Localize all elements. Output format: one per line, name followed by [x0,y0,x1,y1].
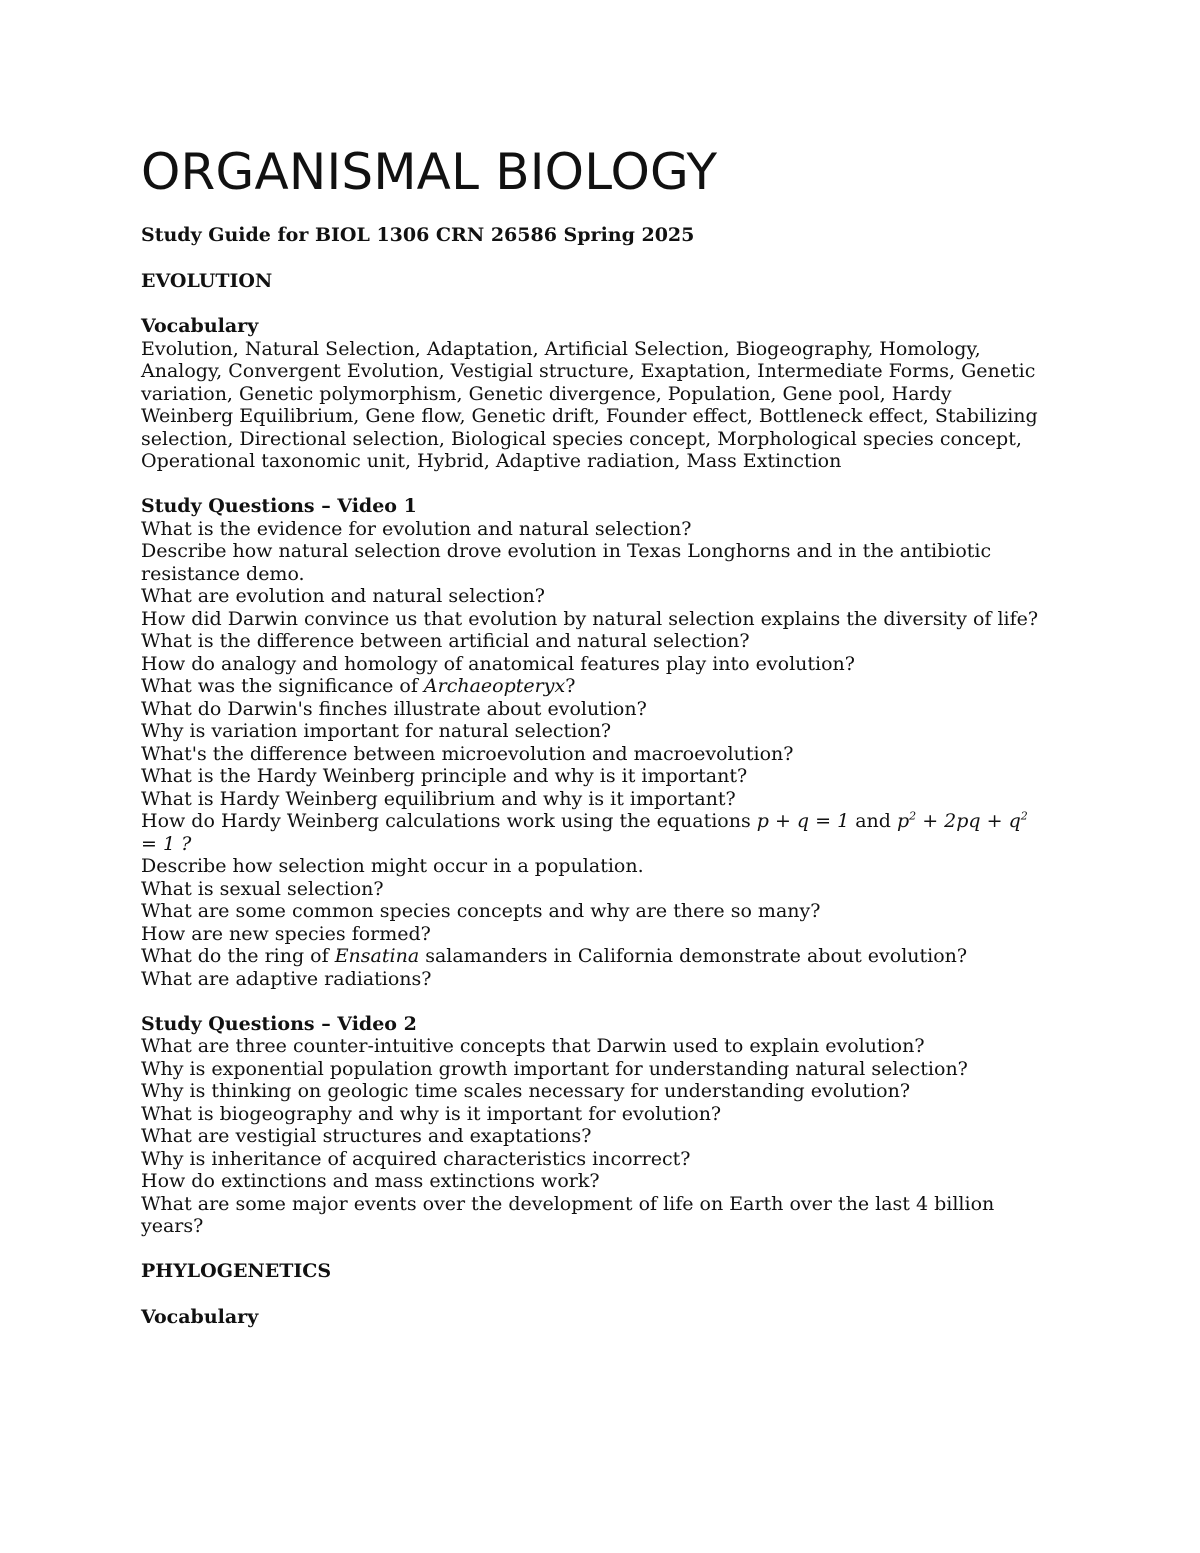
document-title: ORGANISMAL BIOLOGY [141,143,718,201]
species-name-italic: Archaeopteryx [423,675,566,697]
equation-exponent: 2 [909,809,917,823]
equation-term: p [896,810,910,832]
question-item: Why is thinking on geologic time scales necessary for understanding evolution? [141,1080,910,1102]
question-item: Describe how natural selection drove evolution in Texas Longhorns and in the antibiotic resistance demo. [141,540,992,585]
question-text: and [849,810,897,832]
question-item: Why is variation important for natural selection? [141,720,612,742]
equation-exponent: 2 [1020,809,1028,823]
question-item: What is the Hardy Weinberg principle and why is it important? [141,765,748,787]
video1-heading: Study Questions – Video 1 [141,495,417,517]
question-item: What is the difference between artificial and natural selection? [141,630,750,652]
question-item-ensatina [141,945,1041,968]
question-item: What are evolution and natural selection? [141,585,545,607]
question-text: What do the ring of [141,945,335,967]
equation-term: = 1 [141,832,176,855]
evolution-vocabulary [141,315,1041,473]
question-item: How do extinctions and mass extinctions work? [141,1170,600,1192]
question-item-hardy-weinberg-equations [141,810,1041,855]
equation-term: + 2pq + q [916,810,1021,832]
question-item: What are three counter-intuitive concepts that Darwin used to explain evolution? [141,1035,925,1057]
question-item: What are some major events over the development of life on Earth over the last 4 billion years? [141,1192,995,1237]
question-item: Why is exponential population growth important for understanding natural selection? [141,1057,968,1080]
video2-question-list [141,1035,1041,1238]
species-name-italic: Ensatina [334,945,420,967]
video2-heading: Study Questions – Video 2 [141,1012,417,1035]
question-text: What was the significance of [141,675,424,697]
question-item: What is the evidence for evolution and natural selection? [141,517,692,540]
question-text: How do Hardy Weinberg calculations work using the equations [141,810,757,832]
vocabulary-heading: Vocabulary [141,315,259,337]
question-item: Why is inheritance of acquired characteristics incorrect? [141,1147,691,1170]
question-item: How do analogy and homology of anatomical features play into evolution? [141,652,855,675]
question-item-archaeopteryx [141,675,1041,698]
question-item: What is sexual selection? [141,877,384,900]
section-heading-phylogenetics: PHYLOGENETICS [141,1260,332,1282]
video1-question-list [141,518,1041,991]
question-item: What are adaptive radiations? [141,967,432,990]
video2-questions [141,1013,1041,1238]
question-item: What's the difference between microevolution and macroevolution? [141,742,794,765]
question-item: What are vestigial structures and exaptations? [141,1125,592,1147]
document-page [141,140,1041,1328]
question-item: What do Darwin's finches illustrate about evolution? [141,697,647,720]
section-heading-evolution: EVOLUTION [141,269,273,292]
video1-questions [141,495,1041,990]
vocabulary-text: Evolution, Natural Selection, Adaptation, Artificial Selection, Biogeography, Homology, Analogy, Convergent Evolution, Vestigial structure, Exaptation, Intermediate Forms, Genetic variation, Genetic polymorphism, Genetic divergence, Population, Gene pool, Hardy Weinberg Equilibrium, Gene flow, Genetic drift, Founder effect, Bottleneck effect, Stabilizing selection, Directional selection, Biological species concept, Morphological species concept, Operational taxonomic unit, Hybrid, Adaptive radiation, Mass Extinction [141,337,1038,472]
document-subtitle: Study Guide for BIOL 1306 CRN 26586 Spring 2025 [141,224,695,246]
vocabulary-heading: Vocabulary [141,1305,259,1328]
question-item: What are some common species concepts and why are there so many? [141,900,821,922]
question-item: How are new species formed? [141,922,431,945]
question-text: salamanders in California demonstrate about evolution? [419,945,968,967]
question-text: ? [565,675,576,697]
question-item: Describe how selection might occur in a population. [141,855,644,877]
question-item: What is Hardy Weinberg equilibrium and why is it important? [141,787,736,810]
question-item: What is biogeography and why is it important for evolution? [141,1102,722,1125]
question-text: ? [175,832,192,855]
equation-allele-sum: p + q = 1 [756,810,850,832]
question-item: How did Darwin convince us that evolution by natural selection explains the diversity of life? [141,607,1039,630]
